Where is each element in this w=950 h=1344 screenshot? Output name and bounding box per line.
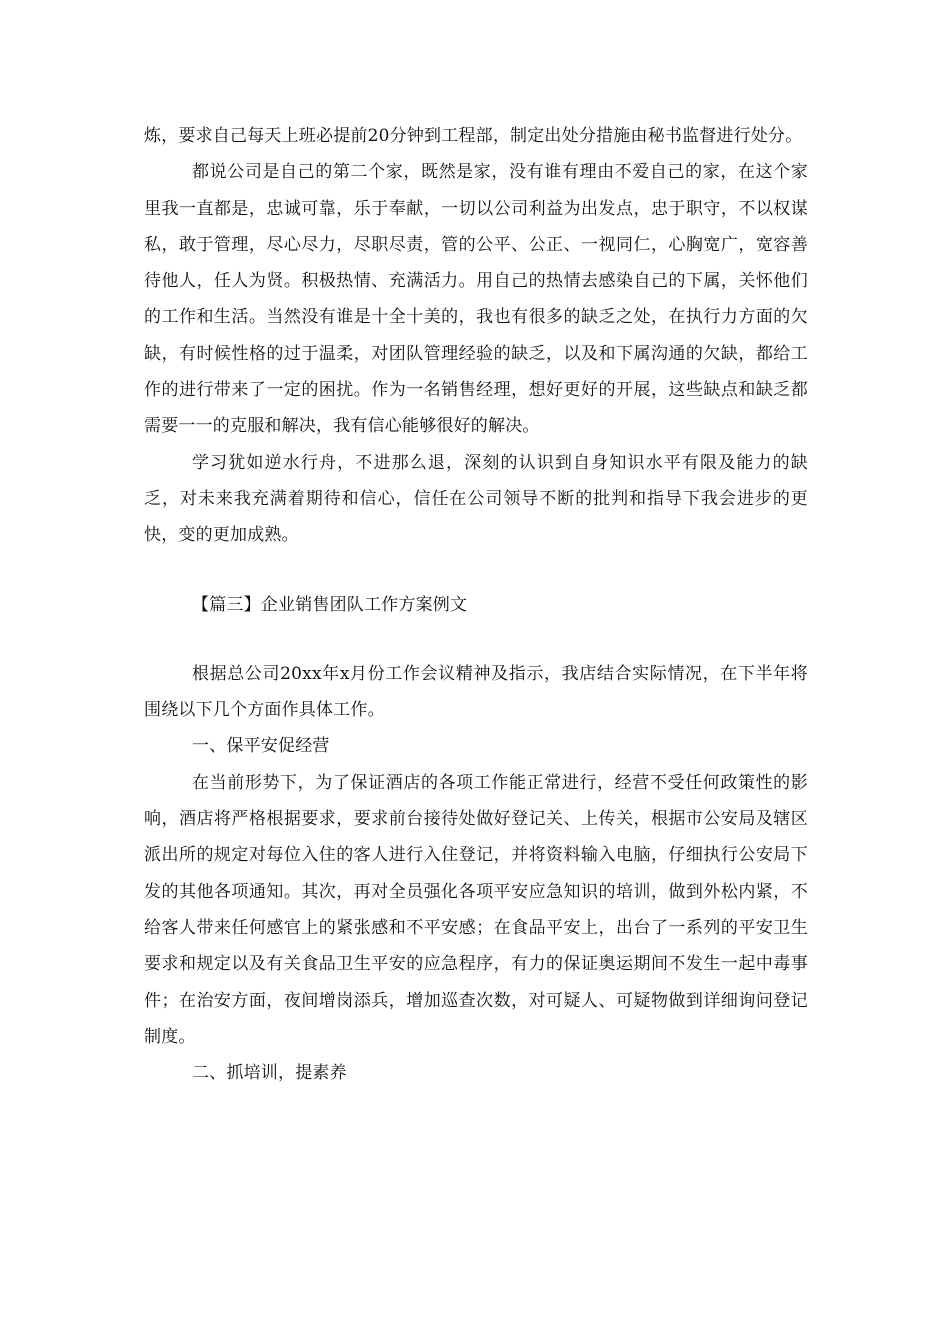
section-heading: 【篇三】企业销售团队工作方案例文 (192, 594, 468, 615)
subheading-training: 二、抓培训，提素养 (192, 1063, 347, 1084)
paragraph-intro: 根据总公司20xx年x月份工作会议精神及指示，我店结合实际情况，在下半年将围绕以下几个方面作具体工作。 (144, 663, 808, 721)
paragraph-learning: 学习犹如逆水行舟，不进那么退，深刻的认识到自身知识水平有限及能力的缺乏，对未来我充满着期待和信心，信任在公司领导不断的批判和指导下我会进步的更快，变的更加成熟。 (144, 452, 808, 546)
subheading-safety: 一、保平安促经营 (192, 736, 330, 757)
paragraph-company-home: 都说公司是自己的第二个家，既然是家，没有谁有理由不爱自己的家，在这个家里我一直都是，忠诚可靠，乐于奉献，一切以公司利益为出发点，忠于职守，不以权谋私，敢于管理，尽心尽力，尽职尽责，管的公平、公正、一视同仁，心胸宽广，宽容善待他人，任人为贤。积极热情、充满活力。用自己的热情去感染自己的下属，关怀他们的工作和生活。当然没有谁是十全十美的，我也有很多的缺乏之处，在执行力方面的欠缺，有时候性格的过于温柔，对团队管理经验的缺乏，以及和下属沟通的欠缺，都给工作的进行带来了一定的困扰。作为一名销售经理，想好更好的开展，这些缺点和缺乏都需要一一的克服和解决，我有信心能够很好的解决。 (144, 162, 808, 437)
document-body (144, 118, 808, 1091)
paragraph-safety-details: 在当前形势下，为了保证酒店的各项工作能正常进行，经营不受任何政策性的影响，酒店将严格根据要求，要求前台接待处做好登记关、上传关，根据市公安局及辖区派出所的规定对每位入住的客人进行入住登记，并将资料输入电脑，仔细执行公安局下发的其他各项通知。其次，再对全员强化各项平安应急知识的培训，做到外松内紧，不给客人带来任何感官上的紧张感和不平安感；在食品平安上，出台了一系列的平安卫生要求和规定以及有关食品卫生平安的应急程序，有力的保证奥运期间不发生一起中毒事件；在治安方面，夜间增岗添兵，增加巡查次数，对可疑人、可疑物做到详细询问登记制度。 (144, 772, 808, 1047)
paragraph-continuation: 炼，要求自己每天上班必提前20分钟到工程部，制定出处分措施由秘书监督进行处分。 (144, 126, 803, 146)
